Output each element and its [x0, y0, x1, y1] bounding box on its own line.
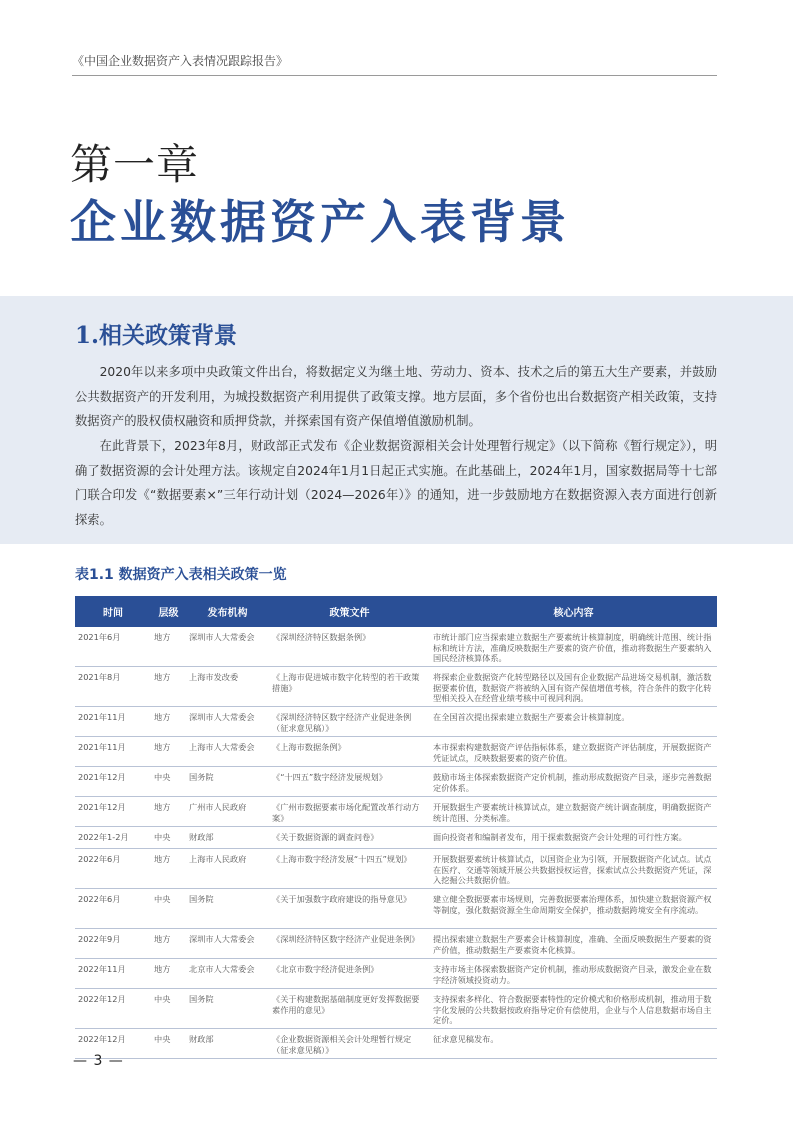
section-title: 1.相关政策背景	[75, 322, 238, 349]
cell-level: 地方	[151, 849, 186, 889]
header-document: 政策文件	[269, 596, 430, 627]
table-row	[75, 707, 717, 737]
header-level: 层级	[151, 596, 186, 627]
cell-level: 地方	[151, 797, 186, 827]
cell-content: 建立健全数据要素市场规则，完善数据要素治理体系，加快建立数据资源产权等制度，强化数据资源全生命周期安全保护，推动数据跨境安全有序流动。	[430, 889, 717, 929]
body-paragraph: 在此背景下，2023年8月，财政部正式发布《企业数据资源相关会计处理暂行规定》（以下简称《暂行规定》），明确了数据资源的会计处理方法。该规定自2024年1月1日起正式实施。在此基础上，2024年1月，国家数据局等十七部门联合印发《“数据要素×”三年行动计划（2024—2026年）》的通知，进一步鼓励地方在数据资源入表方面进行创新探索。	[75, 439, 717, 527]
table-row	[75, 667, 717, 707]
cell-document: 《深圳经济特区数字经济产业促进条例》	[269, 929, 430, 959]
cell-content: 支持市场主体探索数据资产定价机制，推动形成数据资产目录，激发企业在数字经济领域投资动力。	[430, 959, 717, 989]
cell-time: 2022年12月	[75, 1029, 151, 1059]
cell-time: 2021年8月	[75, 667, 151, 707]
cell-document: 《北京市数字经济促进条例》	[269, 959, 430, 989]
cell-content: 本市探索构建数据资产评估指标体系，建立数据资产评估制度，开展数据资产凭证试点，反映数据要素的资产价值。	[430, 737, 717, 767]
cell-agency: 深圳市人大常委会	[186, 707, 269, 737]
cell-content: 将探索企业数据资产化转型路径以及国有企业数据产品进场交易机制，激活数据要素价值，数据资产将被纳入国有资产保值增值考核，符合条件的数字化转型相关投入在经营业绩考核中可视同利润。	[430, 667, 717, 707]
policy-table	[75, 596, 717, 1059]
cell-level: 地方	[151, 929, 186, 959]
cell-content: 在全国首次提出探索建立数据生产要素会计核算制度。	[430, 707, 717, 737]
table-caption: 表1.1 数据资产入表相关政策一览	[75, 567, 287, 583]
table-row	[75, 827, 717, 849]
table-row	[75, 959, 717, 989]
table-row	[75, 889, 717, 929]
cell-agency: 广州市人民政府	[186, 797, 269, 827]
cell-agency: 深圳市人大常委会	[186, 627, 269, 667]
cell-level: 中央	[151, 989, 186, 1029]
cell-time: 2022年6月	[75, 849, 151, 889]
table-row	[75, 627, 717, 667]
cell-content: 提出探索建立数据生产要素会计核算制度，准确、全面反映数据生产要素的资产价值，推动数据生产要素资本化核算。	[430, 929, 717, 959]
cell-document: 《上海市促进城市数字化转型的若干政策措施》	[269, 667, 430, 707]
table-row	[75, 849, 717, 889]
cell-time: 2021年11月	[75, 737, 151, 767]
table-row	[75, 767, 717, 797]
cell-agency: 国务院	[186, 989, 269, 1029]
cell-time: 2022年9月	[75, 929, 151, 959]
body-paragraph: 2020年以来多项中央政策文件出台，将数据定义为继土地、劳动力、资本、技术之后的第五大生产要素，并鼓励公共数据资产的开发利用，为城投数据资产利用提供了政策支撑。地方层面，多个省份也出台数据资产相关政策，支持数据资产的股权债权融资和质押贷款，并探索国有资产保值增值激励机制。	[75, 365, 717, 428]
header-agency: 发布机构	[186, 596, 269, 627]
cell-agency: 国务院	[186, 889, 269, 929]
cell-agency: 财政部	[186, 1029, 269, 1059]
cell-document: 《关于加强数字政府建设的指导意见》	[269, 889, 430, 929]
cell-content: 征求意见稿发布。	[430, 1029, 717, 1059]
cell-document: 《关于数据资源的调查问卷》	[269, 827, 430, 849]
cell-time: 2021年12月	[75, 797, 151, 827]
chapter-title: 企业数据资产入表背景	[70, 195, 570, 249]
cell-agency: 上海市人民政府	[186, 849, 269, 889]
cell-level: 中央	[151, 767, 186, 797]
cell-time: 2022年1-2月	[75, 827, 151, 849]
cell-document: 《上海市数字经济发展“十四五”规划》	[269, 849, 430, 889]
cell-content: 开展数据要素统计核算试点，以国资企业为引领，开展数据资产化试点。试点在医疗、交通等领域开展公共数据授权运营，探索试点公共数据资产凭证，深入挖掘公共数据价值。	[430, 849, 717, 889]
cell-level: 中央	[151, 889, 186, 929]
header-time: 时间	[75, 596, 151, 627]
cell-time: 2021年12月	[75, 767, 151, 797]
cell-level: 地方	[151, 959, 186, 989]
cell-time: 2021年11月	[75, 707, 151, 737]
cell-agency: 上海市发改委	[186, 667, 269, 707]
cell-agency: 国务院	[186, 767, 269, 797]
table-header-row	[75, 596, 717, 627]
cell-content: 开展数据生产要素统计核算试点，建立数据资产统计调查制度，明确数据资产统计范围、分类标准。	[430, 797, 717, 827]
cell-agency: 财政部	[186, 827, 269, 849]
cell-agency: 深圳市人大常委会	[186, 929, 269, 959]
cell-document: 《广州市数据要素市场化配置改革行动方案》	[269, 797, 430, 827]
cell-content: 鼓励市场主体探索数据资产定价机制，推动形成数据资产目录，逐步完善数据定价体系。	[430, 767, 717, 797]
cell-document: 《深圳经济特区数据条例》	[269, 627, 430, 667]
table-row	[75, 797, 717, 827]
cell-document: 《“十四五”数字经济发展规划》	[269, 767, 430, 797]
table-row	[75, 929, 717, 959]
table-row	[75, 989, 717, 1029]
cell-agency: 上海市人大常委会	[186, 737, 269, 767]
cell-agency: 北京市人大常委会	[186, 959, 269, 989]
chapter-number: 第一章	[70, 140, 200, 189]
cell-time: 2022年12月	[75, 989, 151, 1029]
running-header: 《中国企业数据资产入表情况跟踪报告》	[72, 52, 717, 76]
cell-time: 2022年6月	[75, 889, 151, 929]
cell-document: 《企业数据资源相关会计处理暂行规定（征求意见稿）》	[269, 1029, 430, 1059]
cell-level: 地方	[151, 667, 186, 707]
cell-document: 《上海市数据条例》	[269, 737, 430, 767]
cell-content: 支持探索多样化、符合数据要素特性的定价模式和价格形成机制，推动用于数字化发展的公共数据按政府指导定价有偿使用，企业与个人信息数据市场自主定价。	[430, 989, 717, 1029]
cell-content: 面向投资者和编制者发布，用于探索数据资产会计处理的可行性方案。	[430, 827, 717, 849]
cell-time: 2022年11月	[75, 959, 151, 989]
page-number: — 3 —	[73, 1053, 124, 1069]
cell-level: 中央	[151, 1029, 186, 1059]
cell-time: 2021年6月	[75, 627, 151, 667]
cell-level: 地方	[151, 737, 186, 767]
cell-document: 《深圳经济特区数字经济产业促进条例（征求意见稿）》	[269, 707, 430, 737]
table-row	[75, 1029, 717, 1059]
cell-document: 《关于构建数据基础制度更好发挥数据要素作用的意见》	[269, 989, 430, 1029]
cell-level: 中央	[151, 827, 186, 849]
cell-level: 地方	[151, 707, 186, 737]
header-core-content: 核心内容	[430, 596, 717, 627]
table-row	[75, 737, 717, 767]
cell-level: 地方	[151, 627, 186, 667]
cell-content: 市统计部门应当探索建立数据生产要素统计核算制度，明确统计范围、统计指标和统计方法，准确反映数据生产要素的资产价值，推动将数据生产要素纳入国民经济核算体系。	[430, 627, 717, 667]
